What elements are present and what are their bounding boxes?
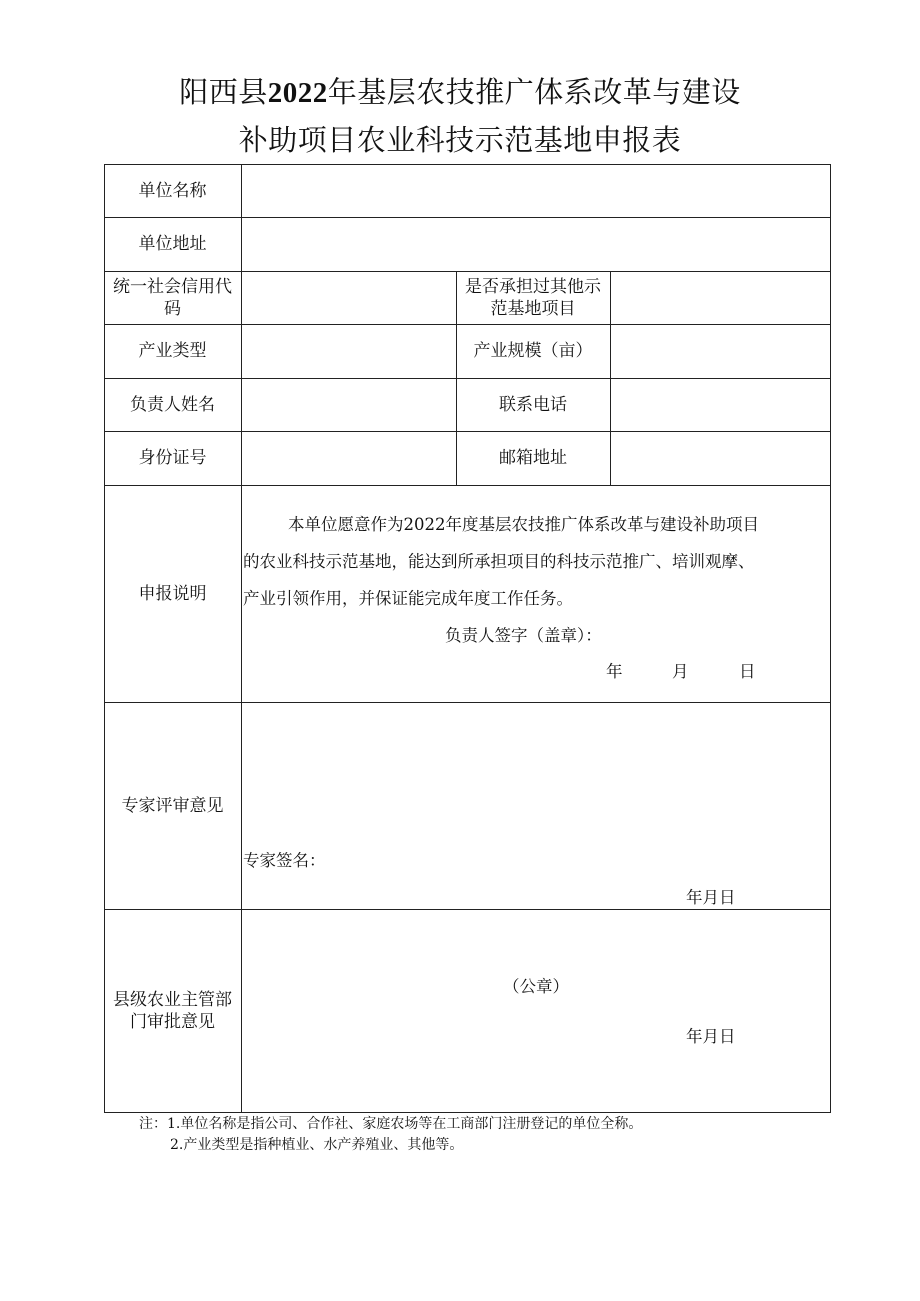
table-border-bottom (104, 1112, 831, 1113)
industry-scale-label: 产业规模（亩） (473, 341, 593, 361)
declaration-text-line-1: 本单位愿意作为2022年度基层农技推广体系改革与建设补助项目 (288, 515, 759, 534)
county-approval-label-line-2: 门审批意见 (130, 1011, 215, 1032)
mail-address-label: 邮箱地址 (499, 448, 567, 468)
expert-review-field[interactable] (242, 703, 830, 843)
title-year: 2022 (267, 77, 328, 109)
leader-name-field[interactable] (242, 379, 456, 431)
declaration-text-line-2: 的农业科技示范基地，能达到所承担项目的科技示范推广、培训观摩、 (243, 552, 755, 571)
table-border-right (830, 164, 831, 1113)
footnote-2: 2.产业类型是指种植业、水产养殖业、其他等。 (170, 1137, 464, 1153)
industry-type-field[interactable] (242, 325, 456, 378)
credit-code-label-line-2: 码 (164, 298, 181, 319)
leader-name-label: 负责人姓名 (130, 394, 215, 415)
declaration-date-day: 日 (739, 662, 756, 681)
industry-scale-field[interactable] (611, 325, 830, 378)
leader-signature-label: 负责人签字（盖章）： (445, 626, 602, 645)
other-project-label-line-2: 范基地项目 (490, 298, 576, 319)
footnote-1: 注：1.单位名称是指公司、合作社、家庭农场等在工商部门注册登记的单位全称。 (139, 1116, 643, 1132)
id-number-label: 身份证号 (138, 448, 207, 468)
industry-type-label: 产业类型 (138, 341, 207, 361)
expert-review-label: 专家评审意见 (121, 795, 224, 816)
county-approval-label (104, 909, 241, 1112)
county-approval-label-line-1: 县级农业主管部 (113, 989, 232, 1010)
mail-address-field[interactable] (611, 432, 830, 485)
phone-label: 联系电话 (499, 394, 567, 415)
credit-code-label-line-1: 统一社会信用代 (113, 276, 232, 297)
unit-name-label: 单位名称 (138, 180, 207, 201)
county-date: 年月日 (686, 1027, 736, 1046)
declaration-label: 申报说明 (138, 583, 207, 604)
declaration-text-line-3: 产业引领作用，并保证能完成年度工作任务。 (243, 589, 573, 608)
unit-name-field[interactable] (242, 165, 830, 217)
title-prefix: 阳西县 (179, 75, 268, 109)
other-project-label-line-1: 是否承担过其他示 (465, 276, 601, 297)
other-project-field[interactable] (611, 272, 830, 324)
unit-address-field[interactable] (242, 218, 830, 271)
phone-field[interactable] (611, 379, 830, 431)
expert-date: 年月日 (686, 888, 736, 907)
credit-code-field[interactable] (242, 272, 456, 324)
expert-signature-label: 专家签名： (243, 851, 326, 870)
credit-code-label (104, 271, 241, 324)
id-number-field[interactable] (242, 432, 456, 485)
unit-address-label: 单位地址 (138, 234, 207, 254)
other-project-label (456, 271, 610, 324)
county-seal-label: （公章） (503, 977, 569, 996)
declaration-date-month: 月 (672, 662, 689, 681)
title-suffix: 年基层农技推广体系改革与建设 (327, 75, 741, 109)
form-title-line-2: 补助项目农业科技示范基地申报表 (238, 123, 682, 157)
declaration-date-year: 年 (606, 662, 623, 681)
